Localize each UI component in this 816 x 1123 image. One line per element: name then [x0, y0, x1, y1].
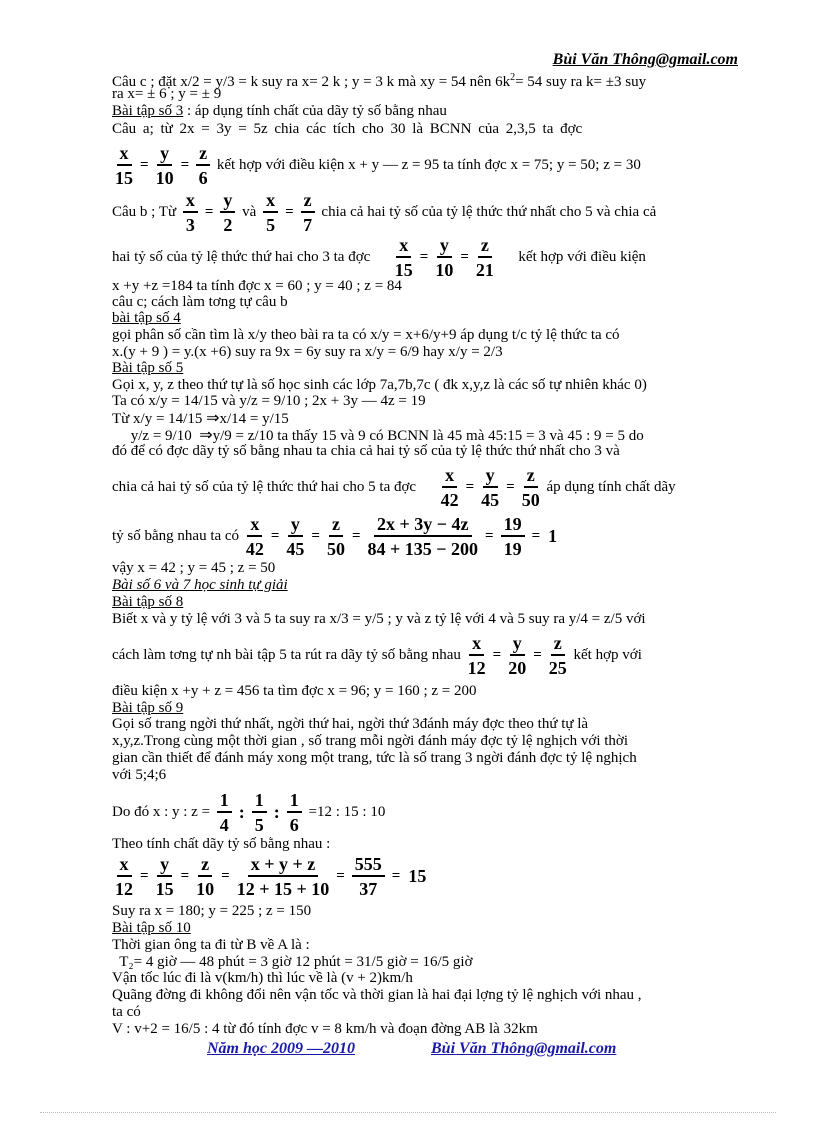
- denominator: 42: [440, 490, 459, 510]
- numerator: y: [483, 465, 498, 488]
- fraction: [287, 790, 302, 835]
- denominator: 42: [245, 539, 264, 559]
- equals: =: [533, 647, 542, 663]
- fraction: [115, 143, 133, 188]
- fraction: [196, 854, 214, 899]
- line-6: [112, 190, 656, 235]
- equals: =: [492, 647, 502, 663]
- denominator: 10: [155, 168, 174, 188]
- equals: =: [460, 249, 469, 265]
- fraction: [237, 854, 330, 899]
- text: Từ x/y = 14/15: [112, 411, 207, 427]
- result: 1: [548, 526, 558, 546]
- denominator: 6: [198, 168, 208, 188]
- fraction: [522, 465, 540, 510]
- fraction: [327, 514, 345, 559]
- denominator: 21: [475, 260, 494, 280]
- ratio-sign: :: [273, 802, 280, 822]
- text: =12 : 15 : 10: [308, 804, 386, 820]
- denominator: 6: [289, 815, 299, 835]
- line-2: ra x= ± 6 ; y = ± 9: [112, 86, 222, 102]
- line-26: điều kiện x +y + z = 456 ta tìm đợc x = 96; y = 160 ; z = 200: [112, 683, 477, 699]
- fraction: [156, 854, 174, 899]
- line-14: Gọi x, y, z theo thứ tự là số học sinh các lớp 7a,7b,7c ( đk x,y,z là các số tự nhiên khác 0): [112, 377, 647, 393]
- numerator: y: [288, 514, 303, 537]
- line-31: với 5;4;6: [112, 767, 167, 783]
- ratio-sign: :: [238, 802, 245, 822]
- line-9: câu c; cách làm tơng tự câu b: [112, 294, 288, 310]
- fraction: [115, 854, 133, 899]
- denominator: 2: [223, 215, 233, 235]
- fraction: [301, 190, 315, 235]
- line-29: x,y,z.Trong cùng một thời gian , số trang mỗi ngời đánh máy đợc tỷ lệ nghịch với thời: [112, 733, 628, 749]
- fraction: [156, 143, 174, 188]
- text: Câu c ; đặt x/2 = y/3 = k suy ra x= 2 k ; y = 3 k mà xy = 54 nên 6k: [112, 74, 511, 90]
- fraction: [501, 514, 525, 559]
- equals: =: [311, 528, 320, 544]
- text: chia cả hai tỷ số của tỷ lệ thức thứ nhất cho 5 và chia cả: [321, 204, 657, 220]
- exercise-5-title: Bài tập số 5: [112, 360, 184, 376]
- fraction: [246, 514, 264, 559]
- fraction: [468, 633, 486, 678]
- fraction: [476, 235, 494, 280]
- fraction: [508, 633, 526, 678]
- implies-icon: ⇒: [206, 410, 220, 427]
- line-19: [112, 465, 676, 510]
- numerator: y: [437, 235, 452, 258]
- numerator: z: [198, 854, 212, 877]
- numerator: x: [469, 633, 484, 656]
- numerator: x + y + z: [248, 854, 319, 877]
- numerator: 19: [501, 514, 525, 537]
- numerator: 1: [287, 790, 302, 813]
- numerator: 555: [352, 854, 385, 877]
- equals: =: [140, 157, 149, 173]
- denominator: 50: [521, 490, 540, 510]
- denominator: 4: [219, 815, 229, 835]
- fraction: [549, 633, 567, 678]
- denominator: 15: [155, 879, 174, 899]
- denominator: 84 + 135 − 200: [367, 539, 479, 559]
- denominator: 5: [254, 815, 264, 835]
- text: kết hợp với: [573, 647, 642, 663]
- text: tỷ số bằng nhau ta có: [112, 528, 240, 544]
- numerator: x: [396, 235, 411, 258]
- denominator: 5: [266, 215, 276, 235]
- footer-year: Năm học 2009 —2010: [207, 1040, 355, 1057]
- equals: =: [204, 204, 214, 220]
- numerator: z: [329, 514, 343, 537]
- denominator: 50: [326, 539, 345, 559]
- line-5: [112, 143, 641, 188]
- line-42: V : v+2 = 16/5 : 4 từ đó tính đợc v = 8 km/h và đoạn đờng AB là 32km: [112, 1021, 538, 1037]
- exercise-4-title: bài tập số 4: [112, 310, 181, 326]
- denominator: 10: [196, 879, 215, 899]
- denominator: 15: [115, 168, 133, 188]
- exercise-8-title: Bài tập số 8: [112, 594, 184, 610]
- implies-icon: ⇒: [199, 427, 213, 444]
- exercise-10-title: Bài tập số 10: [112, 920, 191, 936]
- text: áp dụng tính chất dãy: [546, 479, 676, 495]
- line-34: [112, 854, 430, 899]
- line-21: vậy x = 42 ; y = 45 ; z = 50: [112, 560, 276, 576]
- text: x/14 = y/15: [219, 411, 289, 427]
- denominator: 25: [548, 658, 567, 678]
- fraction: [217, 790, 232, 835]
- fraction: [183, 190, 198, 235]
- exercise-6-7-title: Bài số 6 và 7 học sinh tự giải: [112, 577, 288, 593]
- equals: =: [465, 479, 475, 495]
- denominator: 3: [185, 215, 195, 235]
- denominator: 37: [359, 879, 378, 899]
- equals: =: [285, 204, 294, 220]
- line-39: Vận tốc lúc đi là v(km/h) thì lúc về là (v + 2)km/h: [112, 970, 413, 986]
- superscript: 2: [510, 72, 516, 83]
- line-25: [112, 633, 642, 678]
- footer-email: Bùi Văn Thông@gmail.com: [431, 1040, 617, 1057]
- numerator: 1: [217, 790, 232, 813]
- numerator: z: [551, 633, 565, 656]
- numerator: x: [183, 190, 198, 213]
- fraction: [196, 143, 210, 188]
- equals: =: [180, 157, 190, 173]
- numerator: y: [220, 190, 235, 213]
- equals: =: [221, 868, 230, 884]
- fraction: [252, 790, 267, 835]
- equals: =: [391, 868, 401, 884]
- numerator: 1: [252, 790, 267, 813]
- fraction: [441, 465, 459, 510]
- text: kết hợp với điều kiện x + y — z = 95 ta tính đợc x = 75; y = 50; z = 30: [216, 157, 641, 173]
- numerator: x: [117, 854, 132, 877]
- fraction: [395, 235, 413, 280]
- line-30: gian cần thiết để đánh máy xong một trang, tức là số trang 3 ngời đánh đợc tỷ lệ nghịch: [112, 750, 637, 766]
- denominator: 19: [503, 539, 522, 559]
- line-18: đó để có đợc dãy tỷ số bằng nhau ta chia cả hai tỷ số của tỷ lệ thức thứ nhất cho 3 và: [112, 443, 620, 459]
- equals: =: [270, 528, 280, 544]
- text: = 54 suy ra k= ±3 suy: [515, 74, 647, 90]
- denominator: 45: [286, 539, 305, 559]
- numerator: x: [247, 514, 262, 537]
- fraction: [481, 465, 499, 510]
- numerator: z: [478, 235, 492, 258]
- line-37: Thời gian ông ta đi từ B về A là :: [112, 937, 310, 953]
- text: Do đó x : y : z =: [112, 804, 211, 820]
- denominator: 7: [303, 215, 313, 235]
- line-32: [112, 790, 385, 835]
- equals: =: [531, 528, 541, 544]
- line-4: Câu a; từ 2x = 3y = 5z chia các tích cho 30 là BCNN của 2,3,5 ta đợc: [112, 121, 583, 137]
- equals: =: [419, 249, 429, 265]
- line-24: Biết x và y tỷ lệ với 3 và 5 ta suy ra x/3 = y/5 ; y và z tỷ lệ với 4 và 5 suy ra y/4 = z/5 với: [112, 611, 646, 627]
- line-38: T₂= 4 giờ — 48 phút = 3 giờ 12 phút = 31/5 giờ = 16/5 giờ: [112, 954, 473, 970]
- text: chia cả hai tỷ số của tỷ lệ thức thứ hai cho 5 ta đợc: [112, 479, 417, 495]
- equals: =: [485, 528, 494, 544]
- numerator: y: [157, 143, 172, 166]
- numerator: 2x + 3y − 4z: [374, 514, 472, 537]
- numerator: x: [117, 143, 132, 166]
- fraction: [352, 854, 385, 899]
- line-28: Gọi số trang ngời thứ nhất, ngời thứ hai, ngời thứ 3đánh máy đợc theo thứ tự là: [112, 716, 589, 732]
- equals: =: [180, 868, 190, 884]
- text: hai tỷ số của tỷ lệ thức thứ hai cho 3 ta đợc: [112, 249, 371, 265]
- equals: =: [351, 528, 361, 544]
- header-email: Bùi Văn Thông@gmail.com: [552, 51, 738, 68]
- line-12: x.(y + 9 ) = y.(x +6) suy ra 9x = 6y suy ra x/y = 6/9 hay x/y = 2/3: [112, 344, 503, 360]
- text: : áp dụng tính chất của dãy tỷ số bằng nhau: [183, 103, 447, 119]
- equals: =: [140, 868, 149, 884]
- numerator: z: [524, 465, 538, 488]
- line-16: [112, 410, 289, 428]
- text: và: [242, 204, 257, 220]
- denominator: 12: [467, 658, 486, 678]
- equals: =: [336, 868, 345, 884]
- text: cách làm tơng tự nh bài tập 5 ta rút ra dãy tỷ số bằng nhau: [112, 647, 461, 663]
- text: Câu b ; Từ: [112, 204, 177, 220]
- denominator: 12: [115, 879, 133, 899]
- result: 15: [408, 866, 427, 886]
- line-20: [112, 514, 561, 559]
- page-bottom-divider: [40, 1112, 776, 1113]
- denominator: 10: [435, 260, 454, 280]
- line-40: Quãng đờng đi không đổi nên vận tốc và thời gian là hai đại lợng tỷ lệ nghịch với nhau ,: [112, 987, 642, 1003]
- line-33: Theo tính chất dãy tỷ số bằng nhau :: [112, 836, 331, 852]
- line-7: [112, 235, 646, 280]
- line-8: x +y +z =184 ta tính đợc x = 60 ; y = 40 ; z = 84: [112, 278, 402, 294]
- fraction: [286, 514, 304, 559]
- denominator: 20: [508, 658, 527, 678]
- line-11: gọi phân số cần tìm là x/y theo bài ra ta có x/y = x+6/y+9 áp dụng t/c tỷ lệ thức ta có: [112, 327, 620, 343]
- numerator: z: [196, 143, 210, 166]
- exercise-9-title: Bài tập số 9: [112, 700, 184, 716]
- numerator: x: [263, 190, 278, 213]
- numerator: y: [157, 854, 172, 877]
- fraction: [435, 235, 453, 280]
- text: y/z = 9/10: [112, 428, 200, 444]
- fraction: [368, 514, 479, 559]
- fraction: [220, 190, 235, 235]
- line-15: Ta có x/y = 14/15 và y/z = 9/10 ; 2x + 3y — 4z = 19: [112, 393, 426, 409]
- fraction: [263, 190, 278, 235]
- numerator: y: [510, 633, 525, 656]
- numerator: x: [442, 465, 457, 488]
- line-3: [112, 103, 447, 120]
- denominator: 45: [481, 490, 500, 510]
- denominator: 12 + 15 + 10: [236, 879, 330, 899]
- numerator: z: [301, 190, 315, 213]
- text: kết hợp với điều kiện: [518, 249, 646, 265]
- equals: =: [506, 479, 515, 495]
- exercise-title: Bài tập số 3: [112, 103, 184, 119]
- line-35: Suy ra x = 180; y = 225 ; z = 150: [112, 903, 312, 919]
- text: y/9 = z/10 ta thấy 15 và 9 có BCNN là 45 mà 45:15 = 3 và 45 : 9 = 5 do: [212, 428, 644, 444]
- denominator: 15: [394, 260, 413, 280]
- line-41: ta có: [112, 1004, 141, 1020]
